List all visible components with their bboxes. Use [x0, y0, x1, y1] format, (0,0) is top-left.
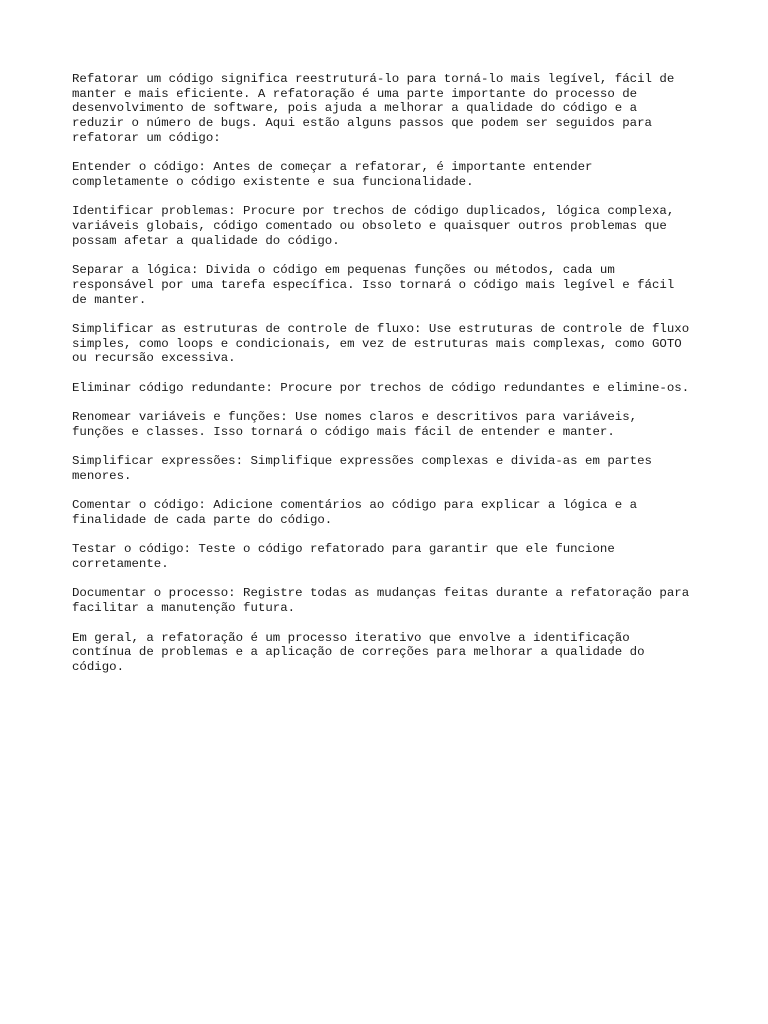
document-page: [72, 72, 702, 689]
step-document-paragraph: Documentar o processo: Registre todas as mudanças feitas durante a refatoração para facilitar a manutenção futura.: [72, 586, 690, 616]
step-test-paragraph: Testar o código: Teste o código refatorado para garantir que ele funcione corretamente.: [72, 542, 615, 572]
step-eliminate-paragraph: Eliminar código redundante: Procure por trechos de código redundantes e elimine-os.: [72, 380, 690, 395]
step-simplify-expressions-paragraph: Simplificar expressões: Simplifique expressões complexas e divida-as em partes menores.: [72, 454, 652, 483]
step-simplify-flow-paragraph: Simplificar as estruturas de controle de fluxo: Use estruturas de controle de fluxo simples, como loops e condicionais, em vez de estruturas mais complexas, como GOTO ou recursão excessiva.: [72, 321, 690, 366]
conclusion-paragraph: Em geral, a refatoração é um processo iterativo que envolve a identificação contínua de problemas e a aplicação de correções para melhorar a qualidade do código.: [72, 630, 645, 674]
step-understand-paragraph: Entender o código: Antes de começar a refatorar, é importante entender completamente o código existente e sua funcionalidade.: [72, 160, 593, 189]
step-identify-paragraph: Identificar problemas: Procure por trechos de código duplicados, lógica complexa, variáveis globais, código comentado ou obsoleto e quaisquer outros problemas que possam afetar a qualidade do código.: [72, 204, 675, 248]
step-comment-paragraph: Comentar o código: Adicione comentários ao código para explicar a lógica e a finalidade de cada parte do código.: [72, 498, 638, 527]
intro-paragraph: Refatorar um código significa reestruturá-lo para torná-lo mais legível, fácil de manter e mais eficiente. A refatoração é uma parte importante do processo de desenvolvimento de software, pois ajuda a melhorar a qualidade do código e a reduzir o número de bugs. Aqui estão alguns passos que podem ser seguidos para refatorar um código:: [72, 72, 675, 145]
step-separate-paragraph: Separar a lógica: Divida o código em pequenas funções ou métodos, cada um responsável por uma tarefa específica. Isso tornará o código mais legível e fácil de manter.: [72, 263, 675, 307]
step-rename-paragraph: Renomear variáveis e funções: Use nomes claros e descritivos para variáveis, funções e classes. Isso tornará o código mais fácil de entender e manter.: [72, 410, 638, 439]
